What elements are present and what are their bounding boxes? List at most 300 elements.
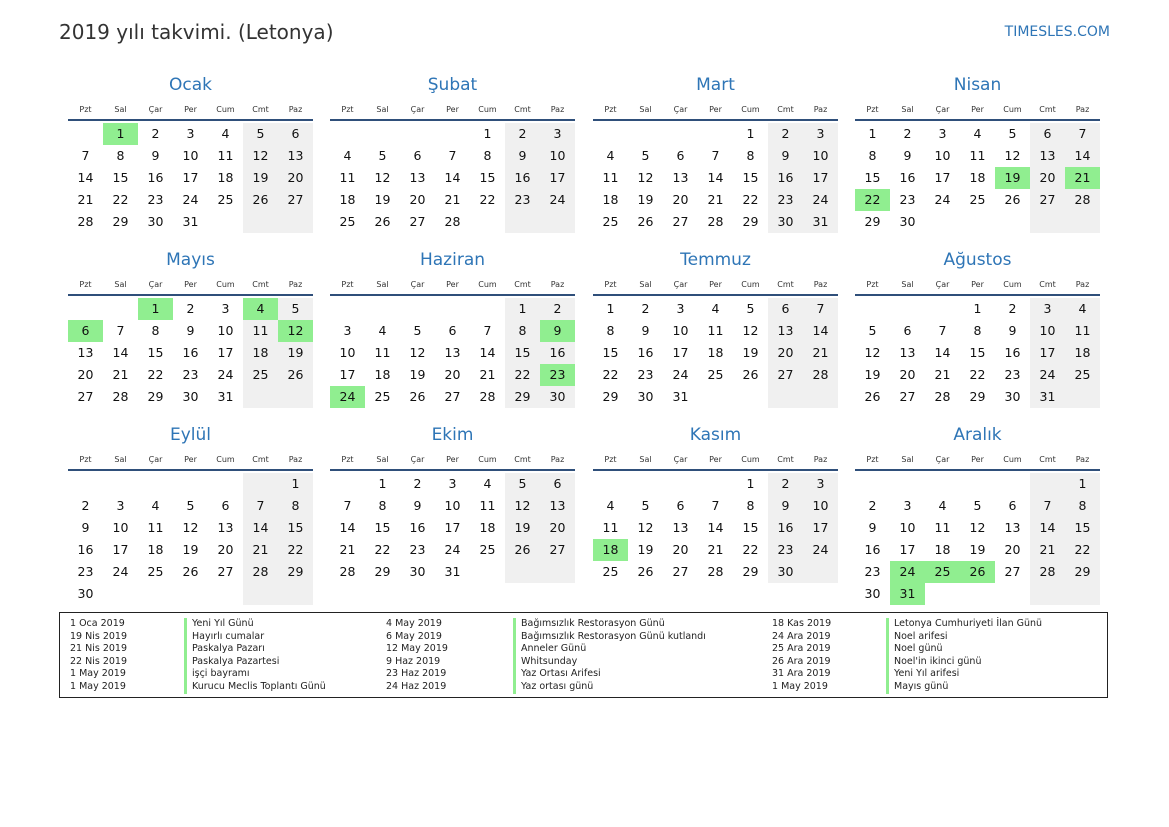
day-cell: 5 (868, 323, 877, 338)
day-cell: 31 (803, 211, 838, 233)
day-cell: 18 (602, 192, 619, 207)
day-cell: 26 (637, 564, 654, 579)
empty-day-cell (138, 473, 173, 495)
day-cell: 28 (243, 561, 278, 583)
weekday-header (593, 100, 838, 121)
empty-day-cell (138, 583, 173, 605)
weekday-label: Çar (673, 105, 688, 114)
weekday-label: Paz (288, 105, 303, 114)
legend-names-column (513, 618, 706, 694)
day-cell: 6 (768, 298, 803, 320)
weekday-label: Cum (1003, 455, 1022, 464)
empty-day-cell (925, 583, 960, 605)
day-cell: 2 (505, 123, 540, 145)
day-cell: 25 (602, 214, 619, 229)
legend-date: 19 Nis 2019 (70, 630, 127, 642)
day-cell: 21 (803, 342, 838, 364)
holiday-day-cell: 6 (68, 320, 103, 342)
day-cell: 27 (672, 564, 689, 579)
weekday-label: Çar (410, 105, 425, 114)
day-cell: 24 (803, 189, 838, 211)
day-cell: 26 (278, 364, 313, 386)
weekday-label: Pzt (604, 280, 617, 289)
day-cell: 3 (803, 123, 838, 145)
empty-day-cell (243, 211, 278, 233)
day-cell: 20 (768, 342, 803, 364)
legend-date: 4 May 2019 (386, 618, 442, 629)
day-cell: 22 (969, 367, 986, 382)
day-cell: 10 (182, 148, 199, 163)
month-4 (855, 73, 1100, 233)
legend-date: 6 May 2019 (386, 630, 442, 642)
weekday-header (593, 275, 838, 296)
day-cell: 30 (768, 561, 803, 583)
day-cell: 26 (864, 389, 881, 404)
empty-day-cell (173, 473, 208, 495)
legend-holiday-name: Yaz ortası günü (521, 680, 594, 692)
empty-day-cell (593, 473, 628, 495)
brand-link[interactable]: TIMESLES.COM (1004, 24, 1110, 40)
weekday-label: Çar (673, 455, 688, 464)
month-name: Mart (696, 75, 735, 95)
day-cell: 16 (768, 517, 803, 539)
weekday-label: Paz (550, 105, 565, 114)
weekday-label: Per (184, 455, 197, 464)
day-cell: 3 (938, 126, 947, 141)
day-cell: 16 (768, 167, 803, 189)
weekday-header (330, 275, 575, 296)
day-cell: 28 (1065, 189, 1100, 211)
empty-day-cell (960, 211, 995, 233)
month-9 (68, 423, 313, 605)
day-cell: 27 (217, 564, 234, 579)
empty-day-cell (1065, 211, 1100, 233)
day-cell: 18 (1065, 342, 1100, 364)
weekday-label: Pzt (604, 455, 617, 464)
month-name: Temmuz (680, 250, 751, 270)
day-cell: 27 (672, 214, 689, 229)
day-cell: 23 (768, 189, 803, 211)
weekday-label: Cmt (514, 280, 531, 289)
day-cell: 21 (707, 192, 724, 207)
empty-day-cell (68, 473, 103, 495)
day-cell: 10 (899, 520, 916, 535)
day-cell: 13 (409, 170, 426, 185)
day-cell: 8 (868, 148, 877, 163)
day-cell: 28 (1030, 561, 1065, 583)
day-cell: 11 (1065, 320, 1100, 342)
day-cell: 4 (221, 126, 230, 141)
weekday-header (330, 450, 575, 471)
empty-day-cell (803, 386, 838, 408)
weekday-label: Per (446, 280, 459, 289)
day-cell: 19 (409, 367, 426, 382)
day-cell: 4 (151, 498, 160, 513)
day-grid (855, 123, 1100, 233)
day-cell: 26 (637, 214, 654, 229)
day-cell: 19 (969, 542, 986, 557)
weekday-header (855, 100, 1100, 121)
day-cell: 23 (1004, 367, 1021, 382)
day-cell: 24 (182, 192, 199, 207)
empty-day-cell (208, 473, 243, 495)
empty-day-cell (698, 386, 733, 408)
day-cell: 11 (339, 170, 356, 185)
weekday-label: Sal (901, 105, 914, 114)
day-cell: 20 (540, 517, 575, 539)
empty-day-cell (803, 561, 838, 583)
day-cell: 2 (1008, 301, 1017, 316)
day-cell: 20 (409, 192, 426, 207)
day-cell: 7 (81, 148, 90, 163)
day-cell: 4 (343, 148, 352, 163)
legend-date: 1 May 2019 (772, 680, 828, 692)
day-cell: 14 (1065, 145, 1100, 167)
empty-day-cell (243, 473, 278, 495)
empty-day-cell (628, 473, 663, 495)
day-cell: 30 (77, 586, 94, 601)
day-cell: 12 (182, 520, 199, 535)
day-cell: 29 (278, 561, 313, 583)
day-cell: 20 (278, 167, 313, 189)
day-cell: 27 (1004, 564, 1021, 579)
weekday-label: Cmt (1039, 105, 1056, 114)
empty-day-cell (925, 298, 960, 320)
empty-day-cell (68, 123, 103, 145)
weekday-label: Pzt (341, 105, 354, 114)
day-cell: 3 (343, 323, 352, 338)
month-6 (330, 248, 575, 408)
legend-holiday-name: Yaz Ortası Arifesi (521, 668, 601, 680)
day-cell: 13 (540, 495, 575, 517)
day-cell: 20 (77, 367, 94, 382)
day-cell: 9 (505, 145, 540, 167)
day-cell: 26 (243, 189, 278, 211)
day-cell: 17 (934, 170, 951, 185)
day-cell: 23 (77, 564, 94, 579)
day-cell: 30 (409, 564, 426, 579)
legend-holiday-name: Yeni Yıl Günü (192, 618, 254, 629)
day-grid (593, 298, 838, 408)
empty-day-cell (278, 583, 313, 605)
empty-day-cell (470, 298, 505, 320)
day-cell: 22 (479, 192, 496, 207)
empty-day-cell (208, 211, 243, 233)
empty-day-cell (890, 473, 925, 495)
day-cell: 28 (934, 389, 951, 404)
day-cell: 19 (278, 342, 313, 364)
day-cell: 26 (742, 367, 759, 382)
day-cell: 27 (444, 389, 461, 404)
day-cell: 8 (746, 498, 755, 513)
day-cell: 17 (1030, 342, 1065, 364)
weekday-label: Per (709, 105, 722, 114)
weekday-label: Pzt (866, 105, 879, 114)
empty-day-cell (68, 298, 103, 320)
day-cell: 9 (81, 520, 90, 535)
weekday-label: Per (971, 105, 984, 114)
weekday-label: Pzt (866, 280, 879, 289)
day-cell: 27 (77, 389, 94, 404)
weekday-label: Per (709, 280, 722, 289)
day-cell: 21 (77, 192, 94, 207)
empty-day-cell (470, 211, 505, 233)
weekday-label: Pzt (866, 455, 879, 464)
holiday-day-cell: 1 (103, 123, 138, 145)
empty-day-cell (400, 298, 435, 320)
day-cell: 15 (505, 342, 540, 364)
month-3 (593, 73, 838, 233)
day-cell: 29 (864, 214, 881, 229)
day-cell: 16 (77, 542, 94, 557)
day-cell: 3 (676, 301, 685, 316)
day-cell: 18 (217, 170, 234, 185)
legend-date: 9 Haz 2019 (386, 655, 441, 667)
day-cell: 3 (116, 498, 125, 513)
day-cell: 5 (186, 498, 195, 513)
weekday-label: Sal (114, 455, 127, 464)
day-cell: 12 (742, 323, 759, 338)
day-cell: 29 (602, 389, 619, 404)
day-cell: 22 (112, 192, 129, 207)
day-cell: 13 (278, 145, 313, 167)
day-cell: 1 (746, 126, 755, 141)
empty-day-cell (1030, 583, 1065, 605)
day-cell: 1 (505, 298, 540, 320)
weekday-label: Sal (376, 105, 389, 114)
weekday-label: Paz (288, 455, 303, 464)
empty-day-cell (1065, 583, 1100, 605)
empty-day-cell (995, 583, 1030, 605)
day-cell: 20 (672, 542, 689, 557)
weekday-label: Per (971, 280, 984, 289)
day-cell: 13 (217, 520, 234, 535)
day-cell: 18 (479, 520, 496, 535)
day-cell: 28 (444, 214, 461, 229)
legend-holiday-name: Kurucu Meclis Toplantı Günü (192, 680, 326, 692)
day-cell: 11 (374, 345, 391, 360)
day-cell: 8 (151, 323, 160, 338)
empty-day-cell (628, 123, 663, 145)
day-cell: 15 (374, 520, 391, 535)
day-grid (855, 298, 1100, 408)
day-cell: 26 (374, 214, 391, 229)
holiday-day-cell: 1 (138, 298, 173, 320)
day-cell: 14 (934, 345, 951, 360)
day-cell: 24 (934, 192, 951, 207)
day-cell: 5 (973, 498, 982, 513)
day-cell: 26 (409, 389, 426, 404)
day-cell: 2 (903, 126, 912, 141)
weekday-label: Cum (216, 455, 235, 464)
day-cell: 9 (768, 495, 803, 517)
day-cell: 23 (505, 189, 540, 211)
day-cell: 5 (1008, 126, 1017, 141)
day-cell: 14 (112, 345, 129, 360)
day-cell: 30 (768, 211, 803, 233)
day-cell: 20 (217, 542, 234, 557)
weekday-header (68, 275, 313, 296)
empty-day-cell (400, 123, 435, 145)
day-cell: 30 (182, 389, 199, 404)
legend-date: 23 Haz 2019 (386, 668, 447, 680)
weekday-label: Pzt (341, 455, 354, 464)
day-cell: 8 (505, 320, 540, 342)
weekday-label: Pzt (341, 280, 354, 289)
day-cell: 22 (602, 367, 619, 382)
day-cell: 16 (409, 520, 426, 535)
day-cell: 22 (147, 367, 164, 382)
empty-day-cell (698, 123, 733, 145)
empty-day-cell (330, 298, 365, 320)
legend-date: 31 Ara 2019 (772, 668, 831, 680)
weekday-label: Sal (639, 455, 652, 464)
weekday-label: Çar (935, 455, 950, 464)
day-cell: 11 (934, 520, 951, 535)
empty-day-cell (278, 211, 313, 233)
day-cell: 5 (641, 148, 650, 163)
empty-day-cell (1030, 211, 1065, 233)
weekday-label: Pzt (79, 455, 92, 464)
day-cell: 29 (374, 564, 391, 579)
day-cell: 25 (969, 192, 986, 207)
day-cell: 27 (409, 214, 426, 229)
day-cell: 5 (413, 323, 422, 338)
weekday-label: Çar (148, 105, 163, 114)
empty-day-cell (243, 583, 278, 605)
empty-day-cell (855, 473, 890, 495)
empty-day-cell (960, 583, 995, 605)
day-cell: 13 (768, 320, 803, 342)
day-cell: 2 (413, 476, 422, 491)
day-cell: 2 (540, 298, 575, 320)
empty-day-cell (1065, 386, 1100, 408)
day-cell: 4 (973, 126, 982, 141)
day-cell: 2 (868, 498, 877, 513)
day-cell: 7 (483, 323, 492, 338)
day-cell: 8 (973, 323, 982, 338)
day-cell: 15 (742, 520, 759, 535)
empty-day-cell (505, 211, 540, 233)
day-cell: 30 (864, 586, 881, 601)
day-cell: 2 (186, 301, 195, 316)
day-cell: 12 (409, 345, 426, 360)
day-cell: 16 (864, 542, 881, 557)
weekday-label: Paz (813, 105, 828, 114)
day-cell: 2 (641, 301, 650, 316)
day-cell: 13 (672, 520, 689, 535)
legend-date: 24 Ara 2019 (772, 630, 831, 642)
day-cell: 13 (672, 170, 689, 185)
day-cell: 9 (768, 145, 803, 167)
day-cell: 1 (483, 126, 492, 141)
day-cell: 28 (803, 364, 838, 386)
day-cell: 16 (147, 170, 164, 185)
day-cell: 7 (803, 298, 838, 320)
weekday-label: Çar (148, 280, 163, 289)
holiday-day-cell: 21 (1065, 167, 1100, 189)
day-cell: 3 (540, 123, 575, 145)
day-cell: 19 (742, 345, 759, 360)
day-cell: 11 (602, 520, 619, 535)
day-cell: 27 (899, 389, 916, 404)
day-cell: 17 (112, 542, 129, 557)
weekday-label: Per (446, 105, 459, 114)
weekday-label: Cum (741, 280, 760, 289)
holiday-day-cell: 31 (890, 583, 925, 605)
day-cell: 15 (1065, 517, 1100, 539)
empty-day-cell (855, 298, 890, 320)
weekday-header (68, 450, 313, 471)
legend-holiday-name: Noel arifesi (894, 630, 948, 642)
day-cell: 20 (444, 367, 461, 382)
empty-day-cell (925, 211, 960, 233)
day-cell: 24 (217, 367, 234, 382)
day-cell: 14 (707, 170, 724, 185)
empty-day-cell (365, 123, 400, 145)
weekday-header (330, 100, 575, 121)
day-cell: 11 (602, 170, 619, 185)
day-cell: 3 (903, 498, 912, 513)
day-cell: 24 (112, 564, 129, 579)
empty-day-cell (330, 123, 365, 145)
day-cell: 18 (934, 542, 951, 557)
day-cell: 9 (186, 323, 195, 338)
day-cell: 13 (444, 345, 461, 360)
day-cell: 20 (899, 367, 916, 382)
day-cell: 11 (217, 148, 234, 163)
day-cell: 25 (147, 564, 164, 579)
day-cell: 4 (606, 148, 615, 163)
day-cell: 15 (147, 345, 164, 360)
day-cell: 12 (374, 170, 391, 185)
month-name: Mayıs (166, 250, 215, 270)
day-cell: 7 (711, 498, 720, 513)
weekday-label: Cum (478, 280, 497, 289)
holiday-day-cell: 19 (995, 167, 1030, 189)
weekday-label: Çar (410, 280, 425, 289)
legend-holiday-name: Hayırlı cumalar (192, 630, 265, 642)
empty-day-cell (208, 583, 243, 605)
day-cell: 6 (1008, 498, 1017, 513)
day-cell: 16 (182, 345, 199, 360)
day-cell: 5 (378, 148, 387, 163)
legend-holiday-name: Anneler Günü (521, 643, 587, 655)
day-cell: 13 (1004, 520, 1021, 535)
day-cell: 3 (448, 476, 457, 491)
day-cell: 10 (672, 323, 689, 338)
empty-day-cell (330, 473, 365, 495)
month-12 (855, 423, 1100, 605)
legend-date: 1 May 2019 (70, 668, 126, 680)
day-cell: 16 (540, 342, 575, 364)
day-cell: 14 (707, 520, 724, 535)
day-cell: 1 (973, 301, 982, 316)
day-cell: 8 (1065, 495, 1100, 517)
day-cell: 25 (707, 367, 724, 382)
weekday-label: Per (971, 455, 984, 464)
day-cell: 8 (378, 498, 387, 513)
legend-holiday-name: işçi bayramı (192, 668, 250, 680)
day-cell: 23 (637, 367, 654, 382)
day-cell: 18 (969, 170, 986, 185)
day-cell: 8 (278, 495, 313, 517)
holiday-day-cell: 24 (330, 386, 365, 408)
day-cell: 30 (899, 214, 916, 229)
weekday-label: Pzt (79, 105, 92, 114)
day-cell: 23 (182, 367, 199, 382)
day-cell: 15 (278, 517, 313, 539)
